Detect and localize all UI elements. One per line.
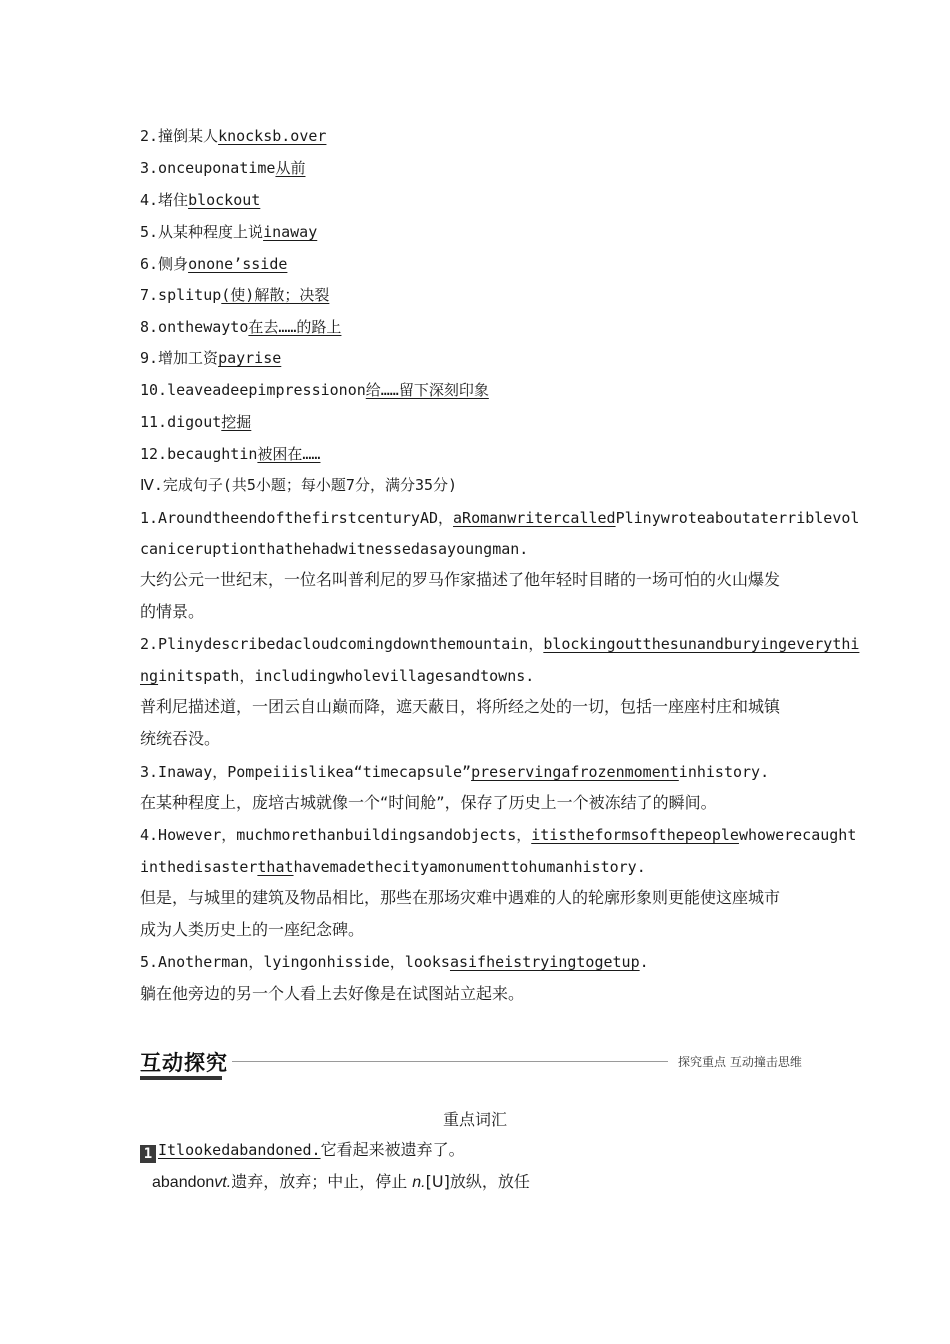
banner-subtitle: 探究重点 互动撞击思维 [678,1055,802,1069]
sentence-line: 2.Plinydescribedacloudcomingdownthemountain，blockingoutthesunandburyingeverythi [140,635,860,653]
translation-line: 大约公元一世纪末，一位名叫普利尼的罗马作家描述了他年轻时目睹的一场可怕的火山爆发 [140,570,781,589]
translation-line: 统统吞没。 [140,729,221,748]
sentence-line: caniceruptionthathehadwitnessedasayoungman. [140,540,529,558]
translation-line: 成为人类历史上的一座纪念碑。 [140,920,365,939]
sentence-line: inthedisasterthathavemadethecityamonumenttohumanhistory. [140,858,646,876]
translation-line: 的情景。 [140,602,205,621]
sentence-line: 5.Anotherman，lyingonhisside，looksasifheistryingtogetup. [140,953,649,971]
sentence-line: 3.Inaway，Pompeiiislikea“timecapsule”preservingafrozenmomentinhistory. [140,763,770,781]
phrase-item: 5.从某种程度上说inaway [140,223,318,241]
vocab-definition: abandonvt.遗弃，放弃；中止，停止 n.[U]放纵，放任 [152,1172,530,1191]
sentence-line: 1.AroundtheendofthefirstcenturyAD，aRomanwritercalledPlinywroteaboutaterriblevol [140,509,860,527]
banner-underline [140,1076,222,1080]
phrase-item: 3.onceuponatime从前 [140,159,306,177]
translation-line: 在某种程度上，庞培古城就像一个“时间舱”，保存了历史上一个被冻结了的瞬间。 [140,793,717,812]
phrase-item: 8.onthewayto在去……的路上 [140,318,342,336]
translation-line: 但是，与城里的建筑及物品相比，那些在那场灾难中遇难的人的轮廓形象则更能使这座城市 [140,888,781,907]
sentence-line: nginitspath，includingwholevillagesandtowns. [140,667,535,685]
vocab-heading: 重点词汇 [442,1110,507,1129]
phrase-item: 4.堵住blockout [140,191,261,209]
banner-divider [232,1061,668,1062]
translation-line: 普利尼描述道，一团云自山巅而降，遮天蔽日，将所经之处的一切，包括一座座村庄和城镇 [140,697,781,716]
phrase-item: 7.splitup(使)解散；决裂 [140,286,330,304]
phrase-item: 2.撞倒某人knocksb.over [140,127,327,145]
phrase-item: 12.becaughtin被困在…… [140,445,321,463]
phrase-item: 11.digout挖掘 [140,413,252,431]
phrase-item: 9.增加工资payrise [140,349,282,367]
section-heading: Ⅳ.完成句子(共5小题；每小题7分，满分35分) [140,476,458,494]
number-badge: 1 [140,1145,156,1163]
phrase-item: 10.leaveadeepimpressionon给……留下深刻印象 [140,381,489,399]
banner-title: 互动探究 [140,1051,228,1075]
sentence-line: 4.However，muchmorethanbuildingsandobjects，itistheformsofthepeoplewhowerecaught [140,826,857,844]
vocab-example: 1 Itlookedabandoned.它看起来被遗弃了。 [140,1140,465,1163]
translation-line: 躺在他旁边的另一个人看上去好像是在试图站立起来。 [140,984,525,1003]
phrase-item: 6.侧身onone’sside [140,255,288,273]
